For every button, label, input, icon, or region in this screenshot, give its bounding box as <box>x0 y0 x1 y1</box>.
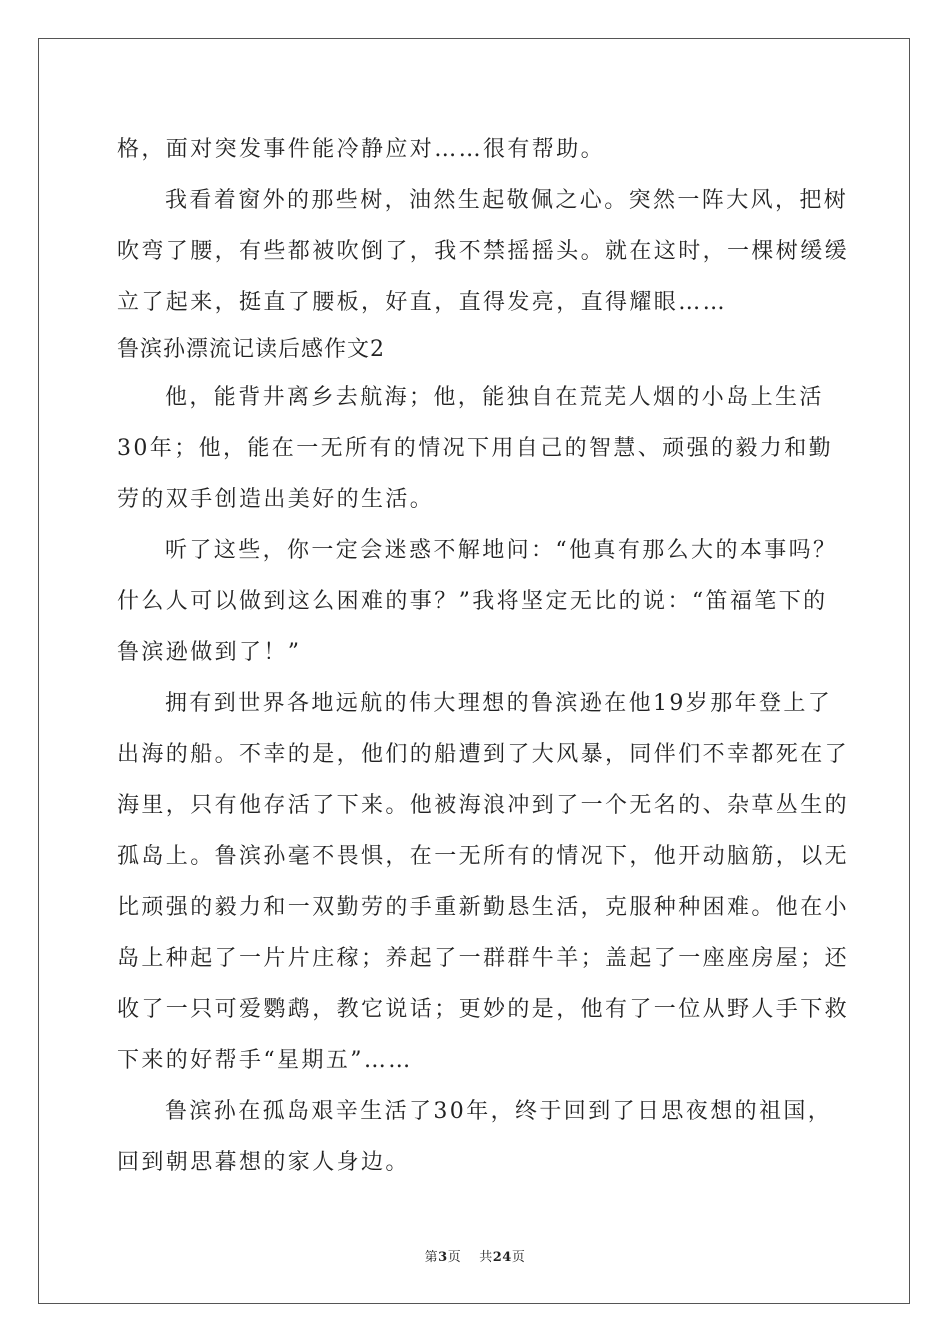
text-line: 什么人可以做到这么困难的事？”我将坚定无比的说：“笛福笔下的 <box>117 589 828 614</box>
page-footer <box>0 1246 950 1265</box>
text-line: 吹弯了腰，有些都被吹倒了，我不禁摇摇头。就在这时，一棵树缓缓 <box>117 239 850 264</box>
text-line: 我看着窗外的那些树，油然生起敬佩之心。突然一阵大风，把树 <box>165 188 849 213</box>
total-suffix: 页 <box>511 1250 526 1265</box>
text-line: 出海的船。不幸的是，他们的船遭到了大风暴，同伴们不幸都死在了 <box>117 742 850 767</box>
text-line: 岛上种起了一片片庄稼；养起了一群群牛羊；盖起了一座座房屋；还 <box>117 946 850 971</box>
text-line: 鲁滨孙在孤岛艰辛生活了30年，终于回到了日思夜想的祖国， <box>165 1099 833 1124</box>
text-line: 下来的好帮手“星期五”…… <box>117 1048 413 1073</box>
text-line: 劳的双手创造出美好的生活。 <box>117 487 435 512</box>
page-number: 3 <box>438 1250 448 1265</box>
page-suffix: 页 <box>447 1250 462 1265</box>
text-line: 收了一只可爱鹦鹉，教它说话；更妙的是，他有了一位从野人手下救 <box>117 997 850 1022</box>
text-line: 听了这些，你一定会迷惑不解地问：“他真有那么大的本事吗？ <box>165 538 838 563</box>
page-prefix: 第 <box>424 1250 439 1265</box>
document-body <box>117 124 850 1188</box>
text-line: 立了起来，挺直了腰板，好直，直得发亮，直得耀眼…… <box>117 290 728 315</box>
text-line: 30年；他，能在一无所有的情况下用自己的智慧、顽强的毅力和勤 <box>117 436 833 461</box>
text-line: 格，面对突发事件能冷静应对……很有帮助。 <box>117 137 606 162</box>
text-line: 拥有到世界各地远航的伟大理想的鲁滨逊在他19岁那年登上了 <box>165 691 833 716</box>
text-line: 比顽强的毅力和一双勤劳的手重新勤恳生活，克服种种困难。他在小 <box>117 895 850 920</box>
total-pages: 24 <box>492 1250 512 1265</box>
section-heading: 鲁滨孙漂流记读后感作文2 <box>117 337 385 362</box>
text-line: 鲁滨逊做到了！” <box>117 640 302 665</box>
text-line: 他，能背井离乡去航海；他，能独自在荒芜人烟的小岛上生活 <box>165 385 824 410</box>
text-line: 海里，只有他存活了下来。他被海浪冲到了一个无名的、杂草丛生的 <box>117 793 850 818</box>
text-line: 孤岛上。鲁滨孙毫不畏惧，在一无所有的情况下，他开动脑筋，以无 <box>117 844 850 869</box>
total-prefix: 共 <box>479 1250 493 1265</box>
text-line: 回到朝思暮想的家人身边。 <box>117 1150 410 1175</box>
